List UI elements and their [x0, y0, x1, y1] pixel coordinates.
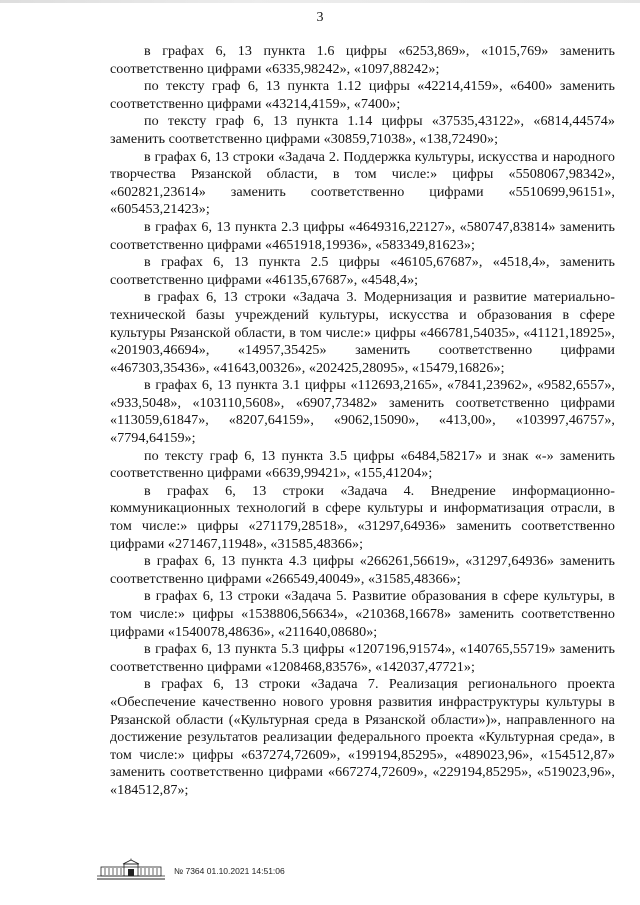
government-building-seal-icon	[95, 858, 167, 880]
registration-stamp: № 7364 01.10.2021 14:51:06	[174, 866, 285, 876]
paragraph-8: в графах 6, 13 пункта 3.1 цифры «112693,2165», «7841,23962», «9582,6557», «933,5048», «103110,5608», «6907,73482» заменить соответственно цифрами «113059,61847», «8207,64159», «9062,15090», «413,00», «103997,46757», «7794,64159»;	[110, 377, 615, 447]
paragraph-11: в графах 6, 13 пункта 4.3 цифры «266261,56619», «31297,64936» заменить соответственно цифрами «266549,40049», «31585,48366»;	[110, 553, 615, 587]
scan-edge	[0, 0, 640, 3]
paragraph-14: в графах 6, 13 строки «Задача 7. Реализация регионального проекта «Обеспечение качественно нового уровня развития инфраструктуры культуры в Рязанской области («Культурная среда в Рязанской области»)», направленного на достижение результатов реализации федерального проекта «Культурная среда», в том числе:» цифры «637274,72609», «199194,85295», «489023,96», «154512,87» заменить соответственно цифрами «667274,72609», «229194,85295», «519023,96», «184512,87»;	[110, 676, 615, 798]
paragraph-9: по тексту граф 6, 13 пункта 3.5 цифры «6484,58217» и знак «-» заменить соответственно цифрами «6639,99421», «155,41204»;	[110, 447, 615, 482]
document-body	[110, 43, 615, 800]
paragraph-4: в графах 6, 13 строки «Задача 2. Поддержка культуры, искусства и народного творчества Рязанской области, в том числе:» цифры «5508067,98342», «602821,23614» заменить соответственно цифрами «5510699,96151», «605453,21423»;	[110, 148, 615, 218]
paragraph-7: в графах 6, 13 строки «Задача 3. Модернизация и развитие материально-технической базы учреждений культуры, искусства и образования в сфере культуры Рязанской области, в том числе:» цифры «466781,54035», «41121,18925», «201903,46694», «14957,35425» заменить соответственно цифрами «467303,35436», «41643,00326», «202425,28095», «15479,16826»;	[110, 289, 615, 376]
page-number: 3	[316, 10, 324, 25]
paragraph-10: в графах 6, 13 строки «Задача 4. Внедрение информационно-коммуникационных технологий в сфере культуры и информатизация отрасли, в том числе:» цифры «271179,28518», «31297,64936» заменить соответственно цифрами «271467,11948», «31585,48366»;	[110, 482, 615, 552]
paragraph-1: в графах 6, 13 пункта 1.6 цифры «6253,869», «1015,769» заменить соответственно цифрами «6335,98242», «1097,88242»;	[110, 43, 615, 77]
paragraph-13: в графах 6, 13 пункта 5.3 цифры «1207196,91574», «140765,55719» заменить соответственно цифрами «1208468,83576», «142037,47721»;	[110, 641, 615, 675]
paragraph-2: по тексту граф 6, 13 пункта 1.12 цифры «42214,4159», «6400» заменить соответственно цифрами «43214,4159», «7400»;	[110, 78, 615, 112]
paragraph-12: в графах 6, 13 строки «Задача 5. Развитие образования в сфере культуры, в том числе:» цифры «1538806,56634», «210368,16678» заменить соответственно цифрами «1540078,48636», «211640,08680»;	[110, 588, 615, 640]
paragraph-3: по тексту граф 6, 13 пункта 1.14 цифры «37535,43122», «6814,44574» заменить соответственно цифрами «30859,71038», «138,72490»;	[110, 113, 615, 147]
paragraph-6: в графах 6, 13 пункта 2.5 цифры «46105,67687», «4518,4», заменить соответственно цифрами «46135,67687», «4548,4»;	[110, 254, 615, 288]
paragraph-5: в графах 6, 13 пункта 2.3 цифры «4649316,22127», «580747,83814» заменить соответственно цифрами «4651918,19936», «583349,81623»;	[110, 218, 615, 253]
document-footer	[95, 858, 495, 882]
